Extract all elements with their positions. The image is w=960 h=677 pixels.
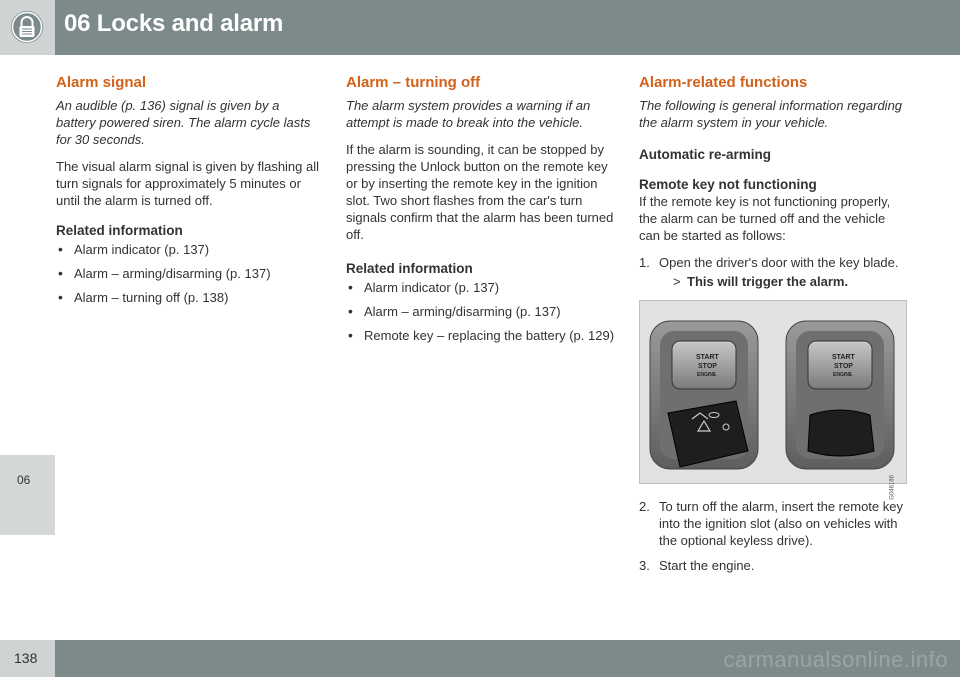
side-chapter-marker: [0, 455, 55, 535]
step-text: Start the engine.: [659, 558, 755, 573]
related-list: [56, 241, 322, 306]
subheading-automatic-rearming: Automatic re-arming: [639, 147, 772, 162]
section-intro: An audible (p. 136) signal is given by a battery powered siren. The alarm cycle lasts for 30 seconds.: [56, 98, 311, 147]
related-link[interactable]: • Alarm indicator (p. 137): [346, 279, 616, 296]
page-number-box: [0, 640, 55, 677]
page-header: [0, 0, 960, 55]
column-alarm-turning-off: [346, 74, 616, 351]
body-text: If the alarm is sounding, it can be stopped by pressing the Unlock button on the remote key or by inserting the remote key in the ignition slot. Two short flashes from the car's turn signals confirm that the alarm has been turned off.: [346, 142, 614, 242]
section-title: Alarm-related functions: [639, 74, 808, 91]
figure-code: G046186: [890, 475, 896, 500]
stop-label: STOP: [698, 363, 717, 370]
body-text: The visual alarm signal is given by flashing all turn signals for approximately 5 minutes or until the alarm is turned off.: [56, 159, 320, 208]
section-intro: The following is general information regarding the alarm system in your vehicle.: [639, 98, 903, 130]
step-result: [659, 273, 909, 290]
engine-label: ENGINE: [697, 372, 717, 378]
step-text: To turn off the alarm, insert the remote key into the ignition slot (also on vehicles with the optional keyless drive).: [659, 499, 903, 548]
section-title: Alarm – turning off: [346, 74, 481, 91]
side-tab: [0, 55, 55, 640]
step-number: 2.: [639, 499, 650, 514]
related-link[interactable]: • Alarm indicator (p. 137): [56, 241, 322, 258]
stop-label: STOP: [834, 363, 853, 370]
related-link[interactable]: • Alarm – arming/disarming (p. 137): [346, 303, 616, 320]
section-title: Alarm signal: [56, 74, 147, 91]
related-heading: Related information: [346, 261, 473, 276]
ignition-key-illustration: [639, 300, 907, 500]
related-link[interactable]: • Alarm – arming/disarming (p. 137): [56, 265, 322, 282]
step-number: 1.: [639, 255, 650, 270]
engine-label: ENGINE: [833, 372, 853, 378]
chapter-title: 06 Locks and alarm: [64, 10, 284, 37]
step-item: [639, 557, 909, 574]
section-intro: The alarm system provides a warning if an attempt is made to break into the vehicle.: [346, 98, 591, 130]
result-marker: >: [673, 274, 681, 289]
chapter-number: 06: [17, 473, 31, 487]
step-item: [639, 254, 909, 290]
steps-list: [639, 254, 909, 290]
result-text: This will trigger the alarm.: [687, 274, 849, 289]
step-text: Open the driver's door with the key blade.: [659, 255, 899, 270]
start-label: START: [832, 354, 855, 361]
column-alarm-related-functions: [639, 74, 909, 582]
related-heading: Related information: [56, 223, 183, 238]
related-list: [346, 279, 616, 344]
step-number: 3.: [639, 558, 650, 573]
watermark: carmanualsonline.info: [723, 647, 948, 672]
column-alarm-signal: [56, 74, 322, 313]
ignition-slot-image: [640, 301, 906, 483]
padlock-icon: [9, 9, 45, 45]
subheading-remote-key: Remote key not functioning: [639, 177, 817, 192]
page-footer: [0, 640, 960, 677]
body-text: If the remote key is not functioning properly, the alarm can be turned off and the vehicle can be started as follows:: [639, 194, 891, 243]
steps-list-continued: [639, 498, 909, 574]
start-label: START: [696, 354, 719, 361]
related-link[interactable]: • Alarm – turning off (p. 138): [56, 289, 322, 306]
chapter-icon-box: [0, 0, 55, 55]
step-item: [639, 498, 909, 549]
related-link[interactable]: • Remote key – replacing the battery (p. 129): [346, 327, 616, 344]
page-number: 138: [14, 650, 38, 666]
